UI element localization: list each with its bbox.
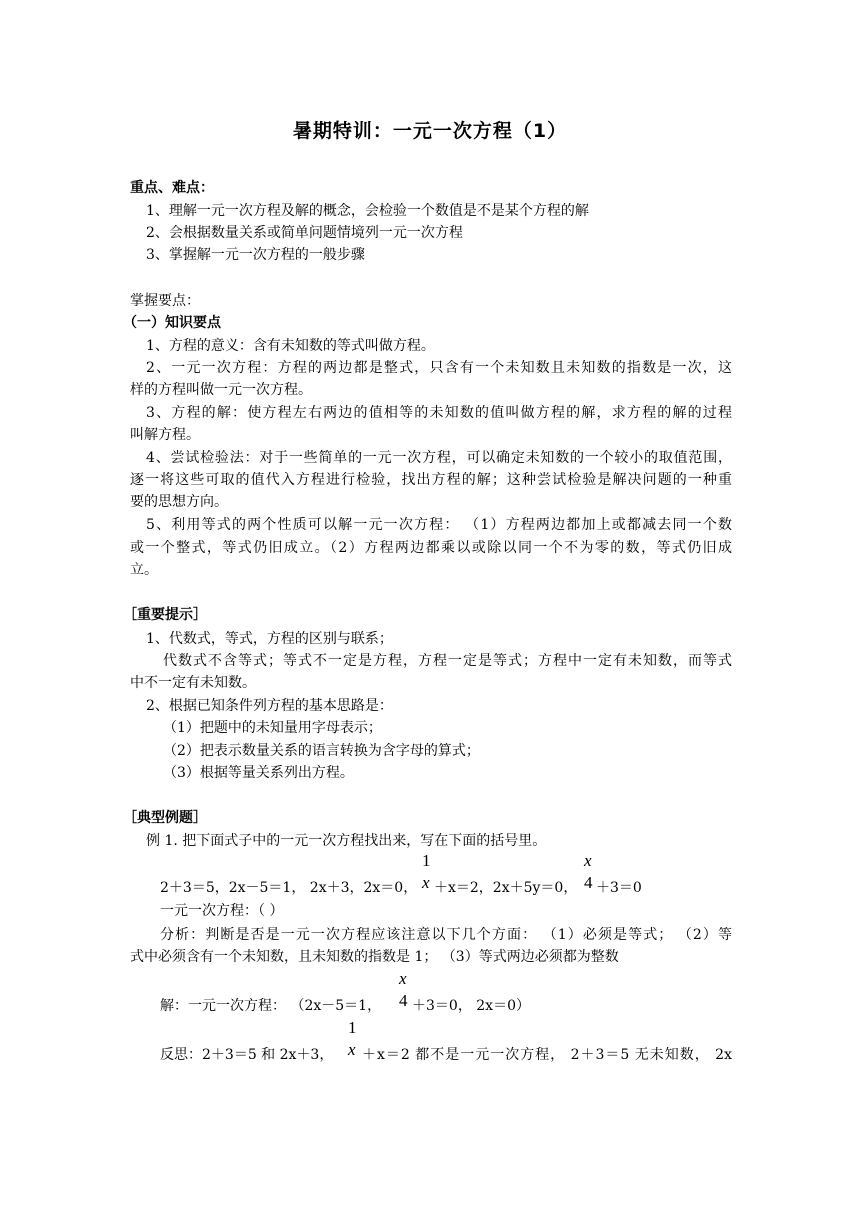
- master-heading: 掌握要点：: [130, 293, 200, 309]
- knowledge-line: 1、方程的意义：含有未知数的等式叫做方程。: [146, 338, 435, 354]
- knowledge-line: 或一个整式，等式仍旧成立。（2）方程两边都乘以或除以同一个不为零的数，等式仍旧成: [130, 540, 732, 556]
- knowledge-line: 2、一元一次方程：方程的两边都是整式，只含有一个未知数且未知数的指数是一次，这: [146, 360, 732, 376]
- knowledge-line: 5、利用等式的两个性质可以解一元一次方程： （1）方程两边都加上或都减去同一个数: [146, 517, 732, 533]
- fraction-numerator: 1: [422, 851, 431, 870]
- analysis-line: 式中必须含有一个未知数，且未知数的指数是 1； （3）等式两边必须都为整数: [130, 949, 619, 965]
- equation-list-part: 2＋3＝5，2x－5＝1， 2x＋3，2x＝0，: [160, 880, 418, 896]
- tip-line: 中不一定有未知数。: [130, 675, 256, 691]
- knowledge-line: 叫解方程。: [130, 427, 200, 443]
- fraction-numerator: 1: [348, 1018, 357, 1037]
- fraction-denominator: 4: [584, 873, 593, 892]
- equation-list-part: ＋x＝2，2x＋5y＝0，: [434, 880, 578, 896]
- solution-line-part: ＋3＝0， 2x＝0）: [412, 998, 530, 1014]
- tip-line: （1）把题中的未知量用字母表示；: [163, 720, 382, 736]
- fraction-denominator: x: [422, 873, 430, 892]
- reflection-line-part: 反思：2＋3＝5 和 2x＋3，: [160, 1047, 334, 1063]
- page-title: 暑期特训：一元一次方程（1）: [292, 120, 568, 142]
- fraction-denominator: 4: [399, 991, 408, 1010]
- example-1-prompt: 例 1. 把下面式子中的一元一次方程找出来，写在下面的括号里。: [146, 833, 547, 849]
- tip-line: 2、根据已知条件列方程的基本思路是：: [146, 698, 393, 714]
- fraction-numerator: x: [399, 969, 407, 988]
- tip-line: 代数式不含等式；等式不一定是方程，方程一定是等式；方程中一定有未知数，而等式: [163, 653, 732, 669]
- equation-list-part: ＋3＝0: [596, 880, 642, 896]
- analysis-line: 分析：判断是否是一元一次方程应该注意以下几个方面： （1）必须是等式； （2）等: [160, 927, 732, 943]
- reflection-line-part: ＋x＝2 都不是一元一次方程， 2＋3＝5 无未知数， 2x: [362, 1047, 732, 1063]
- tip-line: （2）把表示数量关系的语言转换为含字母的算式；: [163, 743, 480, 759]
- answer-line: 一元一次方程：（ ）: [160, 903, 284, 919]
- key-point-item: 2、会根据数量关系或简单问题情境列一元一次方程: [146, 225, 463, 241]
- fraction-numerator: x: [584, 851, 592, 870]
- knowledge-line: 样的方程叫做一元一次方程。: [130, 382, 312, 398]
- knowledge-line: 逐一将这些可取的值代入方程进行检验，找出方程的解；这种尝试检验是解决问题的一种重: [130, 472, 732, 488]
- solution-line-part: 解：一元一次方程： （2x－5＝1，: [160, 998, 382, 1014]
- master-subheading: （一）知识要点: [123, 315, 221, 331]
- knowledge-line: 4、尝试检验法：对于一些简单的一元一次方程，可以确定未知数的一个较小的取值范围，: [146, 450, 732, 466]
- key-point-item: 1、理解一元一次方程及解的概念，会检验一个数值是不是某个方程的解: [146, 203, 589, 219]
- tip-line: 1、代数式，等式，方程的区别与联系；: [146, 631, 393, 647]
- examples-heading: ［典型例题］: [123, 810, 207, 826]
- key-points-heading: 重点、难点：: [130, 180, 214, 196]
- fraction-denominator: x: [348, 1040, 356, 1059]
- tip-line: （3）根据等量关系列出方程。: [163, 765, 354, 781]
- knowledge-line: 立。: [130, 562, 158, 578]
- key-point-item: 3、掌握解一元一次方程的一般步骤: [146, 247, 365, 263]
- knowledge-line: 3、方程的解：使方程左右两边的值相等的未知数的值叫做方程的解，求方程的解的过程: [146, 405, 732, 421]
- tips-heading: ［重要提示］: [123, 607, 207, 623]
- knowledge-line: 要的思想方向。: [130, 494, 228, 510]
